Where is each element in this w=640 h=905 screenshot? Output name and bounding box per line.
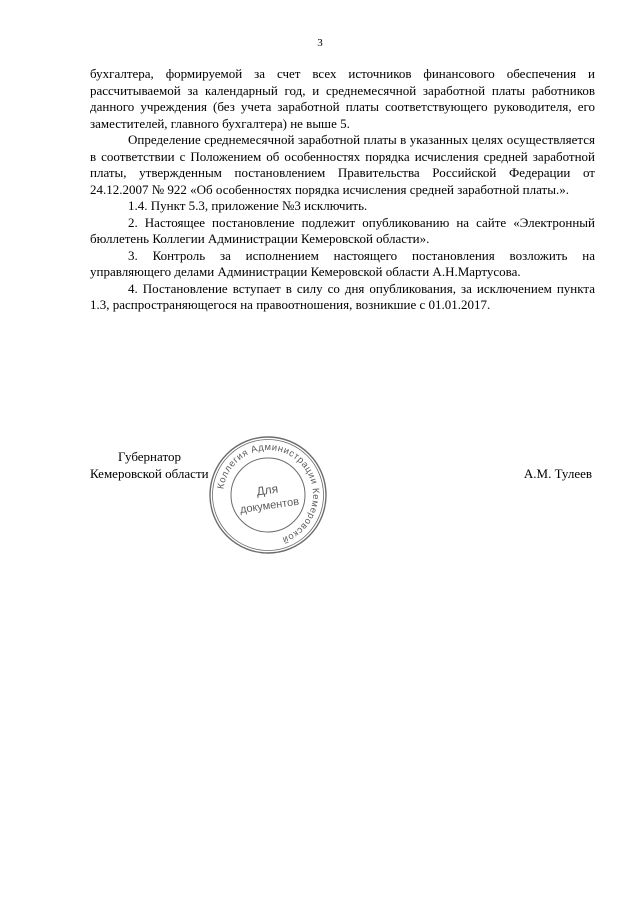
document-body <box>90 66 595 314</box>
paragraph-item-2: 2. Настоящее постановление подлежит опубликованию на сайте «Электронный бюллетень Коллегии Администрации Кемеровской области». <box>90 214 595 246</box>
paragraph-item-4: 4. Постановление вступает в силу со дня опубликования, за исключением пункта 1.3, распространяющегося на правоотношения, возникшие с 01.01.2017. <box>90 280 595 312</box>
page-number: 3 <box>317 37 323 49</box>
paragraph-continuation: бухгалтера, формируемой за счет всех источников финансового обеспечения и рассчитываемой за календарный год, и среднемесячной заработной платы работников данного учреждения (без учета заработной платы соответствующего руководителя, его заместителей, главного бухгалтера) не выше 5. <box>90 66 595 131</box>
signature-block <box>90 448 595 488</box>
official-stamp <box>205 432 331 558</box>
paragraph-item-1-4: 1.4. Пункт 5.3, приложение №3 исключить. <box>128 198 368 213</box>
signatory-name: А.М. Тулеев <box>523 466 592 481</box>
paragraph-salary-definition: Определение среднемесячной заработной платы в указанных целях осуществляется в соответствии с Положением об особенностях порядка исчисления средней заработной платы, утвержденным постановлением Правительства Российской Федерации от 24.12.2007 № 922 «Об особенностях порядка исчисления средней заработной платы.». <box>90 132 595 197</box>
signatory-region: Кемеровской области <box>90 466 209 481</box>
stamp-ring-text: Коллегия Администрации Кемеровской <box>214 440 323 547</box>
stamp-center-line2: документов <box>239 495 300 516</box>
paragraph-item-3: 3. Контроль за исполнением настоящего постановления возложить на управляющего делами Администрации Кемеровской области А.Н.Мартусова. <box>90 247 595 279</box>
signatory-title: Губернатор <box>118 449 181 464</box>
stamp-center-line1: Для <box>255 481 279 499</box>
stamp-seal-icon <box>205 432 331 558</box>
